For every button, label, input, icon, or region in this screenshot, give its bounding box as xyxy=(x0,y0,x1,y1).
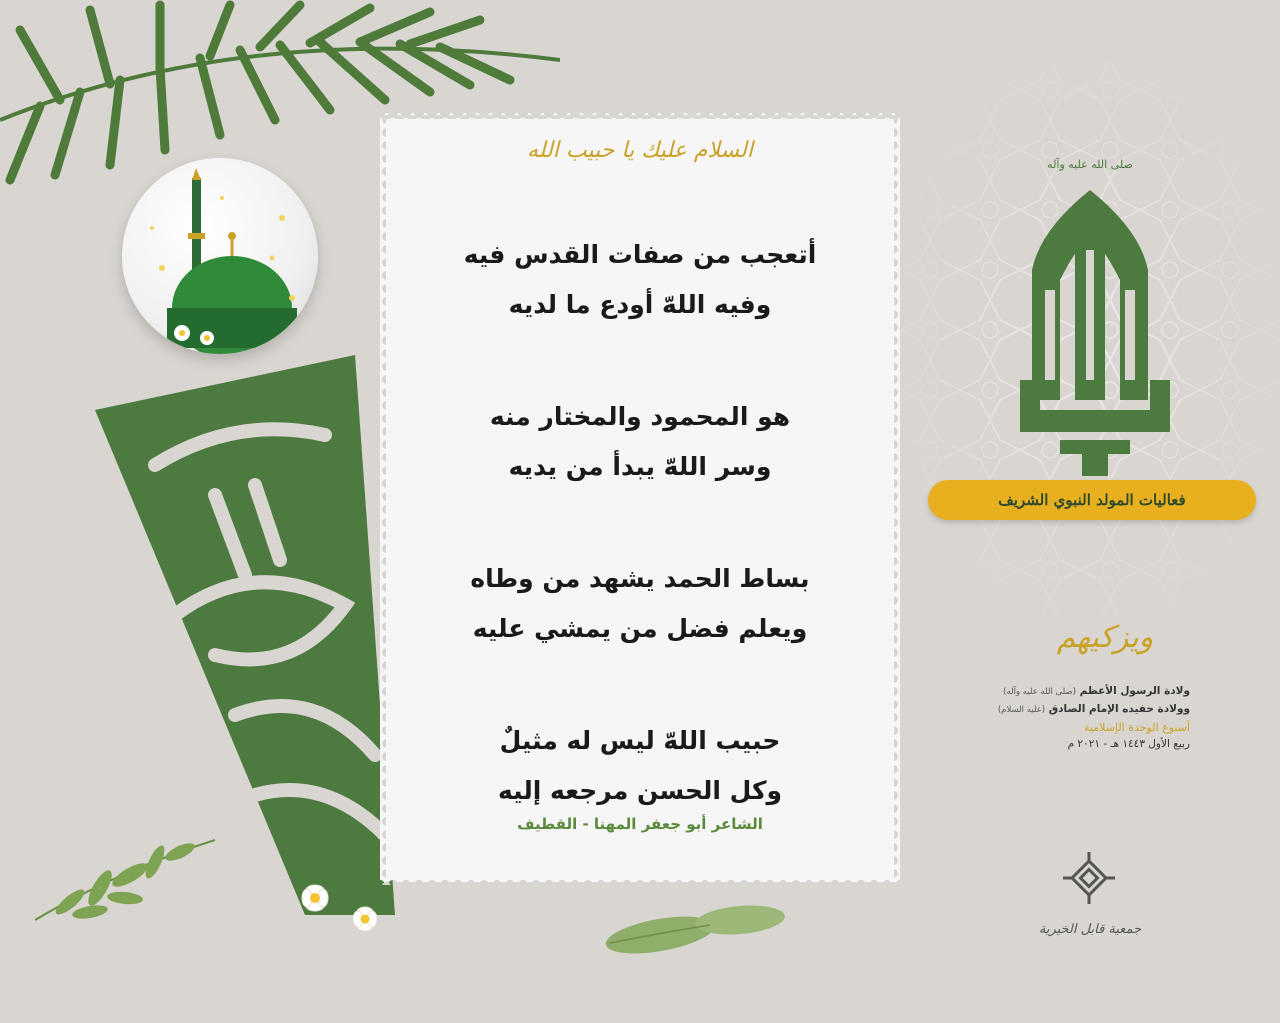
poem-line: وفيه اللهّ أودع ما لديه xyxy=(508,290,772,319)
poem-stanza xyxy=(400,230,880,330)
poem-line: وسر اللهّ يبدأ من يديه xyxy=(508,452,772,481)
frangipani-flowers-decoration xyxy=(290,870,390,940)
emblem-calligraphy: حبيب الله xyxy=(1095,422,1099,423)
event-info xyxy=(990,683,1190,753)
event-line-2-note: (عليه السلام) xyxy=(997,705,1046,715)
green-leaf-pair-decoration xyxy=(600,895,790,960)
organization-logo-icon xyxy=(1063,852,1115,904)
organization-name: جمعية قابل الخيرية xyxy=(1038,922,1142,937)
habib-allah-emblem xyxy=(1020,150,1175,480)
poem xyxy=(400,230,880,878)
prophet-mosque-dome-badge xyxy=(122,158,318,354)
poem-line: بساط الحمد يشهد من وطاه xyxy=(470,564,810,593)
event-date: ربيع الأول ١٤٤٣ هـ - ٢٠٢١ م xyxy=(1067,738,1190,750)
emblem-caption: صلى الله عليه وآله xyxy=(1047,158,1133,171)
poem-stanza xyxy=(400,392,880,492)
events-banner: فعاليات المولد النبوي الشريف xyxy=(928,480,1256,520)
poet-attribution: الشاعر أبو جعفر المهنا - القطيف xyxy=(517,815,763,833)
greeting-calligraphy: السلام عليك يا حبيب الله xyxy=(527,138,753,163)
poem-stanza xyxy=(400,716,880,816)
poem-line: وكل الحسن مرجعه إليه xyxy=(497,776,783,805)
poem-line: حبيب اللهّ ليس له مثيلٌ xyxy=(499,726,781,755)
event-line-1 xyxy=(990,683,1190,701)
event-line-3: أسبوع الوحدة الإسلامية xyxy=(1084,721,1190,734)
green-dome-icon xyxy=(122,158,318,354)
event-line-1-note: (صلى الله عليه وآله) xyxy=(1003,687,1076,697)
event-line-2-main: وولادة حفيده الإمام الصادق xyxy=(1048,703,1190,715)
poem-line: ويعلم فضل من يمشي عليه xyxy=(472,614,808,643)
event-line-1-main: ولادة الرسول الأعظم xyxy=(1079,685,1190,697)
event-line-2 xyxy=(990,701,1190,719)
poem-line: أتعجب من صفات القدس فيه xyxy=(463,240,817,269)
poem-stanza xyxy=(400,554,880,654)
motto-calligraphy: ويزكيهم xyxy=(1056,620,1154,655)
poem-line: هو المحمود والمختار منه xyxy=(489,402,791,431)
green-leaves-decoration xyxy=(30,820,220,930)
